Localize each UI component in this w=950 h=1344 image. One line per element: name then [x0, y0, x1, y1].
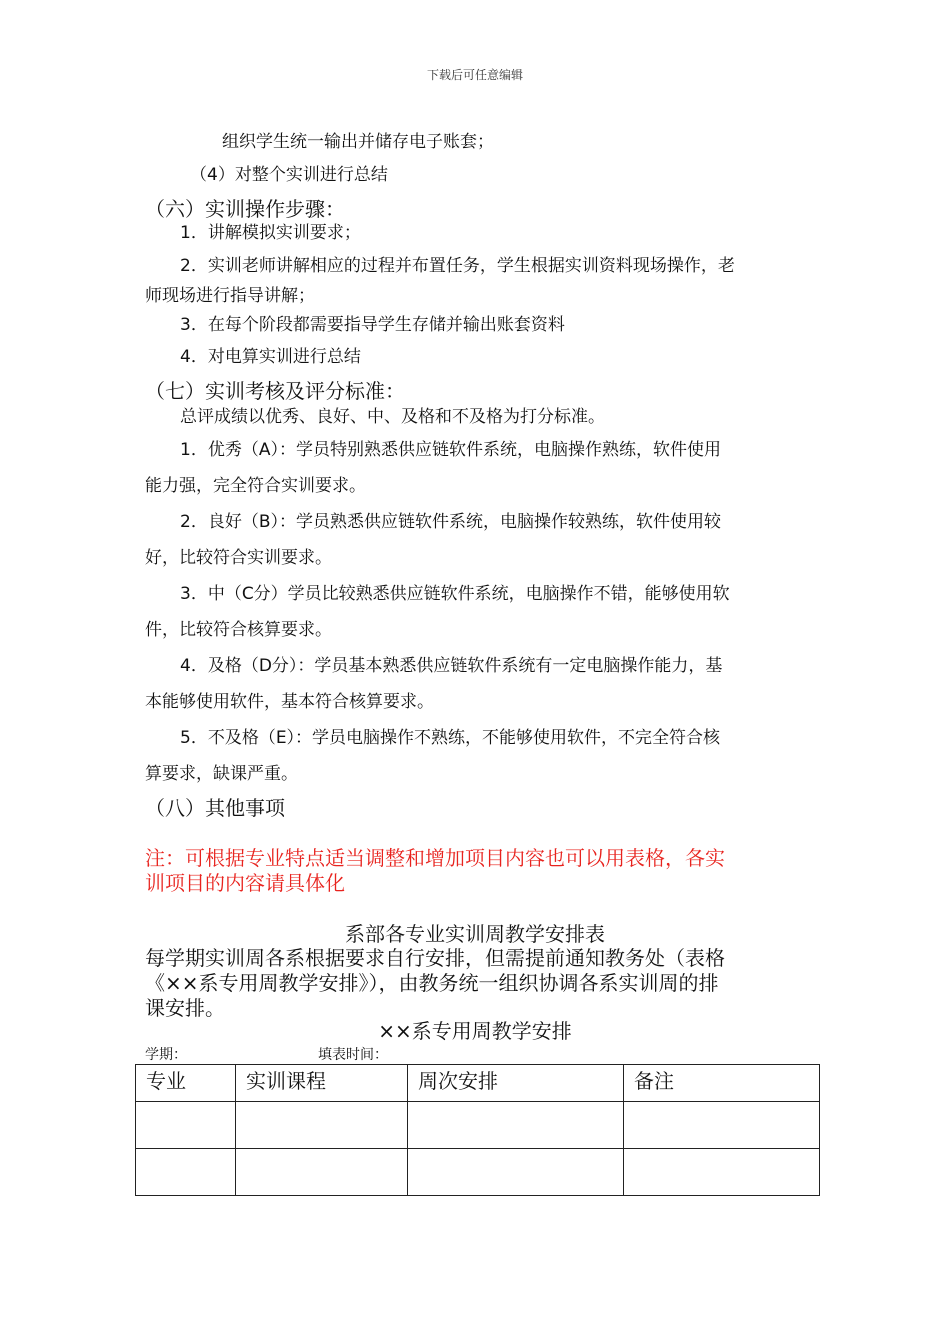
grade-1-line-2: 能力强，完全符合实训要求。: [145, 476, 366, 496]
text-line: 组织学生统一输出并储存电子账套；: [222, 132, 494, 152]
step-1: 1．讲解模拟实训要求；: [180, 223, 361, 243]
table-cell[interactable]: [136, 1149, 236, 1196]
fill-date-label: 填表时间：: [318, 1047, 388, 1063]
note-line-2: 训项目的内容请具体化: [145, 871, 345, 895]
grading-intro: 总评成绩以优秀、良好、中、及格和不及格为打分标准。: [180, 407, 605, 427]
step-3: 3．在每个阶段都需要指导学生存储并输出账套资料: [180, 315, 565, 335]
schedule-title: 系部各专业实训周教学安排表: [345, 922, 605, 946]
text-line: （4）对整个实训进行总结: [190, 165, 388, 185]
grade-5-line-1: 5．不及格（E）：学员电脑操作不熟练，不能够使用软件，不完全符合核: [180, 728, 721, 748]
table-row: [136, 1149, 820, 1196]
page-header: 下载后可任意编辑: [426, 68, 523, 82]
section-heading-8: （八）其他事项: [145, 796, 285, 820]
section-heading-7: （七）实训考核及评分标准：: [145, 379, 405, 403]
grade-4-line-2: 本能够使用软件，基本符合核算要求。: [145, 692, 434, 712]
schedule-desc-line-3: 课安排。: [145, 996, 225, 1020]
table-cell[interactable]: [624, 1149, 820, 1196]
step-4: 4．对电算实训进行总结: [180, 347, 361, 367]
grade-2-line-2: 好，比较符合实训要求。: [145, 548, 332, 568]
table-title: ××系专用周教学安排: [378, 1019, 572, 1043]
table-cell[interactable]: [624, 1102, 820, 1149]
section-heading-6: （六）实训操作步骤：: [145, 197, 345, 221]
table-row: [136, 1102, 820, 1149]
step-2-line-2: 师现场进行指导讲解；: [145, 286, 315, 306]
schedule-table: [135, 1064, 820, 1196]
header-week: 周次安排: [408, 1065, 624, 1102]
grade-2-line-1: 2．良好（B）：学员熟悉供应链软件系统，电脑操作较熟练，软件使用较: [180, 512, 721, 532]
grade-4-line-1: 4．及格（D分）：学员基本熟悉供应链软件系统有一定电脑操作能力，基: [180, 656, 723, 676]
table-cell[interactable]: [408, 1149, 624, 1196]
term-label: 学期：: [145, 1047, 187, 1063]
header-course: 实训课程: [236, 1065, 408, 1102]
table-header-row: [136, 1065, 820, 1102]
table-cell[interactable]: [408, 1102, 624, 1149]
table-cell[interactable]: [236, 1102, 408, 1149]
schedule-desc-line-1: 每学期实训周各系根据要求自行安排，但需提前通知教务处（表格: [145, 946, 725, 970]
grade-3-line-2: 件，比较符合核算要求。: [145, 620, 332, 640]
grade-3-line-1: 3．中（C分）学员比较熟悉供应链软件系统，电脑操作不错，能够使用软: [180, 584, 730, 604]
note-line-1: 注：可根据专业特点适当调整和增加项目内容也可以用表格，各实: [145, 846, 725, 870]
table-cell[interactable]: [236, 1149, 408, 1196]
grade-5-line-2: 算要求，缺课严重。: [145, 764, 298, 784]
grade-1-line-1: 1．优秀（A）：学员特别熟悉供应链软件系统，电脑操作熟练，软件使用: [180, 440, 721, 460]
header-major: 专业: [136, 1065, 236, 1102]
header-remarks: 备注: [624, 1065, 820, 1102]
step-2-line-1: 2．实训老师讲解相应的过程并布置任务，学生根据实训资料现场操作，老: [180, 256, 735, 276]
table-cell[interactable]: [136, 1102, 236, 1149]
schedule-desc-line-2: 《××系专用周教学安排》），由教务统一组织协调各系实训周的排: [145, 971, 719, 995]
